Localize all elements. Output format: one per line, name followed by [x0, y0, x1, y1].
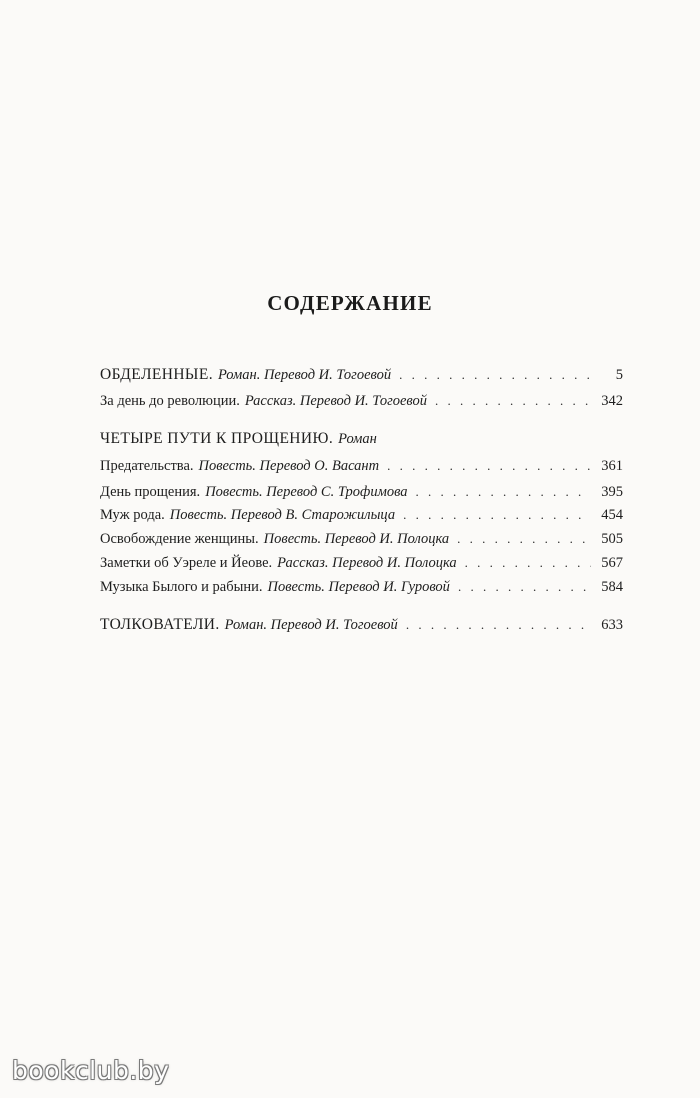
toc-entry-description: Повесть. Перевод С. Трофимова — [205, 484, 408, 500]
toc-entry — [100, 481, 623, 503]
dot-leader — [435, 390, 591, 412]
toc-entry-description: Роман. Перевод И. Тогоевой — [224, 617, 398, 633]
toc-entry — [100, 614, 623, 636]
toc-entry-description: Роман — [338, 431, 377, 447]
toc-entry — [100, 455, 623, 477]
dot-leader — [465, 552, 591, 574]
toc-entry-description: Повесть. Перевод О. Васант — [198, 458, 380, 474]
toc-entry — [100, 576, 623, 598]
toc-entry — [100, 528, 623, 550]
toc-entry-page: 361 — [601, 458, 623, 474]
toc-entry-page: 633 — [601, 617, 623, 633]
toc-entry-title: День прощения. — [100, 484, 201, 500]
dot-leader — [458, 576, 591, 598]
toc-entry-page: 505 — [601, 531, 623, 547]
toc-entry-description: Рассказ. Перевод И. Тогоевой — [244, 393, 428, 409]
toc-entry-page: 5 — [615, 367, 623, 383]
watermark: bookclub.by — [12, 1056, 170, 1085]
toc-entry — [100, 504, 623, 526]
dot-leader — [457, 528, 591, 550]
toc-entry-title: ОБДЕЛЕННЫЕ. — [100, 366, 213, 383]
toc-section-heading — [100, 428, 623, 450]
toc-entry-title: За день до революции. — [100, 393, 240, 409]
toc-entry-description: Повесть. Перевод В. Старожилыца — [169, 507, 396, 523]
toc-entry-page: 395 — [601, 484, 623, 500]
toc-entry-page: 454 — [601, 507, 623, 523]
dot-leader — [406, 614, 591, 636]
toc-entry-title: Музыка Былого и рабыни. — [100, 579, 263, 595]
toc-entry-title: ТОЛКОВАТЕЛИ. — [100, 616, 220, 633]
toc-entry — [100, 364, 623, 386]
toc-entry-title: Муж рода. — [100, 507, 165, 523]
page-title: СОДЕРЖАНИЕ — [267, 291, 433, 315]
toc-entry-description: Повесть. Перевод И. Гуровой — [267, 579, 450, 595]
toc-entry-page: 567 — [601, 555, 623, 571]
dot-leader — [416, 481, 591, 503]
toc-entry-page: 342 — [601, 393, 623, 409]
toc-entry-description: Рассказ. Перевод И. Полоцка — [277, 555, 457, 571]
toc-entry-title: Заметки об Уэреле и Йеове. — [100, 555, 273, 571]
toc-entry-description: Роман. Перевод И. Тогоевой — [217, 367, 392, 383]
toc-entry-title: ЧЕТЫРЕ ПУТИ К ПРОЩЕНИЮ. — [100, 430, 334, 447]
toc-entry-title: Освобождение женщины. — [100, 531, 259, 547]
dot-leader — [387, 455, 591, 477]
toc-entry-title: Предательства. — [100, 458, 194, 474]
dot-leader — [399, 364, 591, 386]
toc-entry — [100, 390, 623, 412]
dot-leader — [403, 504, 591, 526]
toc-entry-description: Повесть. Перевод И. Полоцка — [263, 531, 450, 547]
toc-entry-page: 584 — [601, 579, 623, 595]
toc-entry — [100, 552, 623, 574]
